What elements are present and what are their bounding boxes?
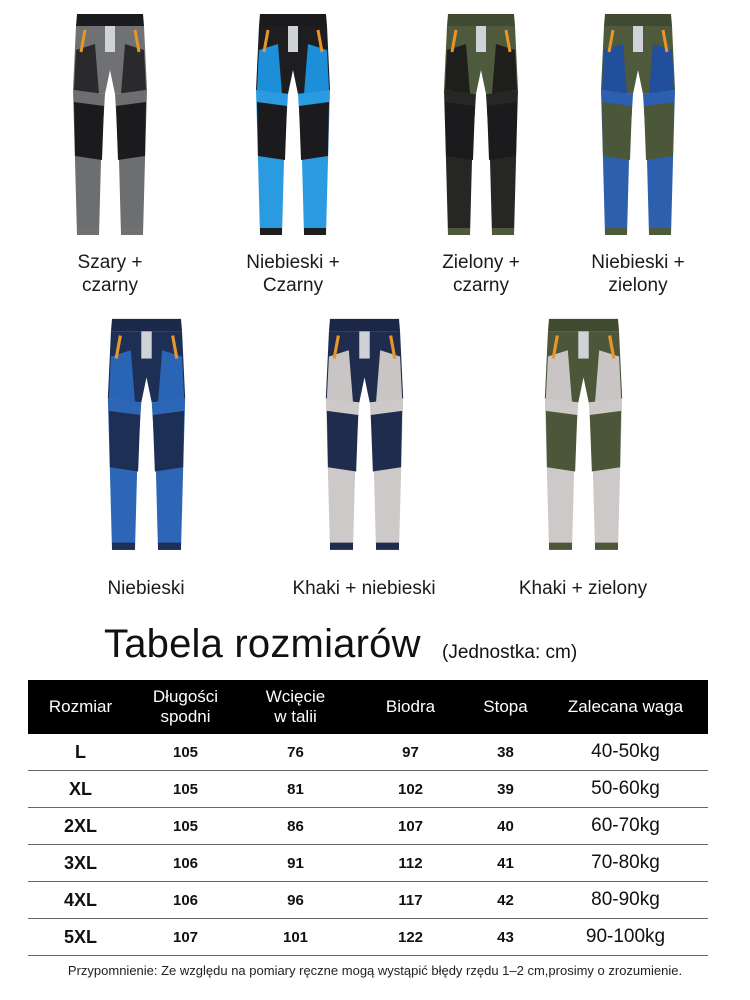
product-caption: Niebieski + Czarny (246, 252, 340, 296)
knee-panel (644, 102, 674, 160)
cuff (121, 228, 143, 235)
knee-panel (116, 102, 146, 160)
cell-hips: 97 (353, 734, 468, 771)
product-caption: Khaki + niebieski (292, 578, 436, 599)
product-card[interactable] (493, 310, 673, 600)
cell-waist: 91 (238, 845, 353, 882)
cell-weight: 70-80kg (543, 845, 708, 882)
knee-panel (370, 411, 401, 472)
cell-foot: 42 (468, 882, 543, 919)
table-row (28, 919, 708, 956)
product-card[interactable] (20, 10, 200, 297)
product-card[interactable] (548, 10, 728, 297)
pants-image (307, 310, 422, 565)
product-card[interactable] (391, 10, 571, 297)
header-weight: Zalecana waga (543, 680, 708, 734)
size-chart-unit: (Jednostka: cm) (442, 642, 578, 663)
measurement-note: Przypomnienie: Ze względu na pomiary ręczne mogą wystąpić błędy rzędu 1–2 cm,prosimy o zrozumienie. (67, 963, 683, 978)
size-chart-table (28, 680, 708, 956)
waistband (328, 319, 399, 332)
fly-opening (633, 26, 643, 52)
contrast-panel (376, 350, 402, 402)
cell-foot: 38 (468, 734, 543, 771)
cell-length: 105 (133, 734, 238, 771)
size-chart-title: Tabela rozmiarów (104, 622, 421, 666)
contrast-panel (492, 44, 517, 94)
cuff (448, 228, 470, 235)
contrast-panel (158, 350, 184, 402)
cell-waist: 76 (238, 734, 353, 771)
knee-panel (299, 102, 329, 160)
cell-weight: 80-90kg (543, 882, 708, 919)
product-caption: Szary + czarny (77, 252, 143, 296)
cuff (649, 228, 671, 235)
cell-size: L (28, 734, 133, 771)
waistband (76, 14, 144, 26)
cell-size: XL (28, 771, 133, 808)
cell-weight: 50-60kg (543, 771, 708, 808)
fly-opening (359, 331, 369, 358)
cell-length: 105 (133, 808, 238, 845)
cuff (492, 228, 514, 235)
pants-image (89, 310, 204, 565)
table-row (28, 771, 708, 808)
pants-image (526, 310, 641, 565)
cell-weight: 90-100kg (543, 919, 708, 956)
fly-opening (288, 26, 298, 52)
cuff (112, 543, 135, 550)
knee-panel (545, 411, 576, 472)
knee-panel (602, 102, 632, 160)
cell-waist: 86 (238, 808, 353, 845)
product-card[interactable] (56, 310, 236, 600)
cell-hips: 117 (353, 882, 468, 919)
knee-panel (487, 102, 517, 160)
fly-opening (578, 331, 588, 358)
waistband (447, 14, 515, 26)
header-hips: Biodra (353, 680, 468, 734)
contrast-panel (304, 44, 329, 94)
cell-waist: 101 (238, 919, 353, 956)
knee-panel (152, 411, 183, 472)
header-size: Rozmiar (28, 680, 133, 734)
contrast-panel (445, 44, 470, 94)
cell-waist: 81 (238, 771, 353, 808)
cell-waist: 96 (238, 882, 353, 919)
header-length: Długości spodni (133, 680, 238, 734)
header-waist: Wcięcie w talii (238, 680, 353, 734)
cell-size: 4XL (28, 882, 133, 919)
contrast-panel (602, 44, 627, 94)
contrast-panel (74, 44, 99, 94)
cell-length: 107 (133, 919, 238, 956)
cuff (549, 543, 572, 550)
product-caption: Niebieski + zielony (591, 252, 685, 296)
contrast-panel (545, 350, 571, 402)
header-foot: Stopa (468, 680, 543, 734)
cuff (260, 228, 282, 235)
fly-opening (141, 331, 151, 358)
waistband (110, 319, 181, 332)
cell-foot: 43 (468, 919, 543, 956)
table-row (28, 734, 708, 771)
pants-image (426, 10, 536, 245)
table-header-row (28, 680, 708, 734)
pants-image (238, 10, 348, 245)
fly-opening (476, 26, 486, 52)
table-row (28, 808, 708, 845)
waistband (547, 319, 618, 332)
cell-weight: 60-70kg (543, 808, 708, 845)
contrast-panel (108, 350, 134, 402)
cell-size: 2XL (28, 808, 133, 845)
cuff (605, 228, 627, 235)
cuff (330, 543, 353, 550)
contrast-panel (326, 350, 352, 402)
cell-length: 106 (133, 882, 238, 919)
cell-size: 3XL (28, 845, 133, 882)
cell-hips: 102 (353, 771, 468, 808)
knee-panel (326, 411, 357, 472)
product-caption: Khaki + zielony (518, 578, 648, 599)
cuff (304, 228, 326, 235)
cell-length: 105 (133, 771, 238, 808)
cell-hips: 107 (353, 808, 468, 845)
waistband (259, 14, 327, 26)
cuff (595, 543, 618, 550)
cell-hips: 122 (353, 919, 468, 956)
cell-foot: 39 (468, 771, 543, 808)
product-caption: Zielony + czarny (442, 252, 520, 296)
contrast-panel (649, 44, 674, 94)
pants-image (583, 10, 693, 245)
cuff (77, 228, 99, 235)
cell-foot: 41 (468, 845, 543, 882)
cell-size: 5XL (28, 919, 133, 956)
knee-panel (589, 411, 620, 472)
cell-length: 106 (133, 845, 238, 882)
product-caption: Niebieski (107, 578, 185, 599)
contrast-panel (595, 350, 621, 402)
fly-opening (105, 26, 115, 52)
waistband (604, 14, 672, 26)
cell-foot: 40 (468, 808, 543, 845)
cuff (158, 543, 181, 550)
product-card[interactable] (274, 310, 454, 600)
product-card[interactable] (203, 10, 383, 297)
contrast-panel (121, 44, 146, 94)
cell-hips: 112 (353, 845, 468, 882)
cell-weight: 40-50kg (543, 734, 708, 771)
table-row (28, 845, 708, 882)
knee-panel (445, 102, 475, 160)
cuff (376, 543, 399, 550)
table-row (28, 882, 708, 919)
pants-image (55, 10, 165, 245)
knee-panel (257, 102, 287, 160)
knee-panel (74, 102, 104, 160)
knee-panel (108, 411, 139, 472)
contrast-panel (257, 44, 282, 94)
